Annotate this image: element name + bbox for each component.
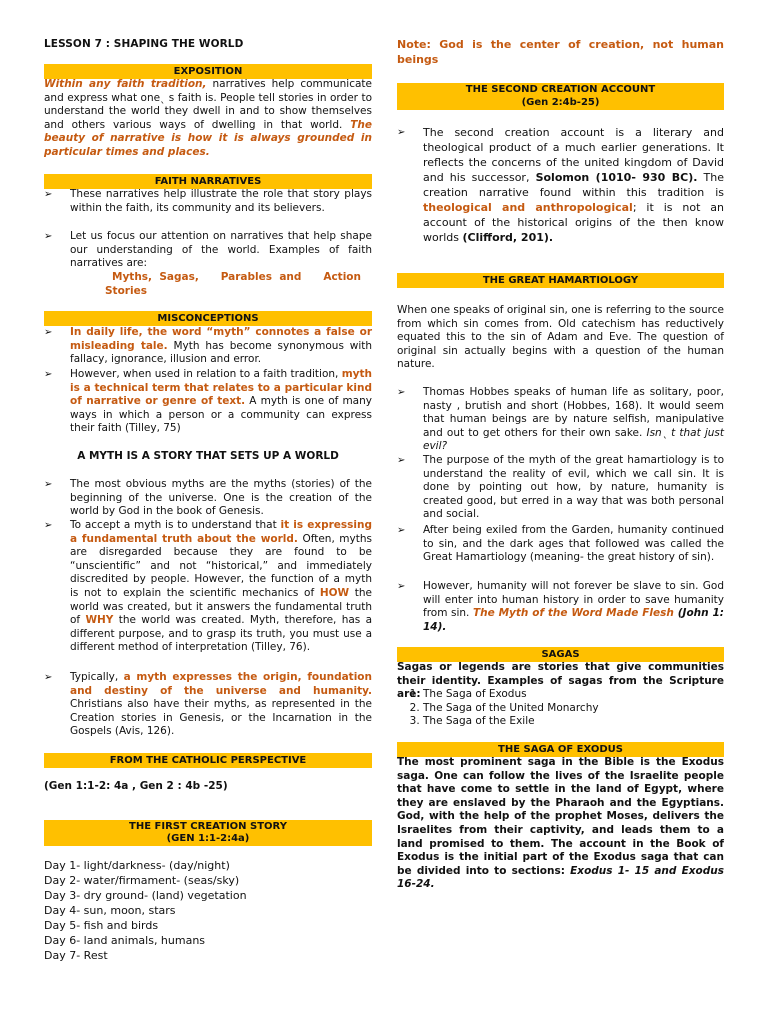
day-2: Day 2- water/firmament- (seas/sky) xyxy=(44,874,240,887)
sagas-intro: Sagas or legends are stories that give communities their identity. Examples of sagas from the Scripture are: xyxy=(397,661,724,701)
faith-narratives-bullet-1: ➢ These narratives help illustrate the role that story plays within the faith, its community and its believers. xyxy=(44,188,372,214)
myth-bullet-1: ➢ The most obvious myths are the myths (stories) of the beginning of the universe. One is the creation of the world by God in the book of Genesis. xyxy=(44,478,372,518)
day-6: Day 6- land animals, humans xyxy=(44,934,206,947)
first-creation-header: THE FIRST CREATION STORY (GEN 1:1-2:4a) xyxy=(44,820,372,846)
misconceptions-bullet-1: ➢ In daily life, the word “myth” connotes a false or misleading tale. Myth has become synonymous with fallacy, ignorance, illusion and error. xyxy=(44,326,373,366)
catholic-header: FROM THE CATHOLIC PERSPECTIVE xyxy=(44,753,372,768)
day-4: Day 4- sun, moon, stars xyxy=(44,904,176,917)
myth-story-heading: A MYTH IS A STORY THAT SETS UP A WORLD xyxy=(77,450,339,462)
myth-bullet-2: ➢ To accept a myth is to understand that it is expressing a fundamental truth about the world. Often, myths are disregarded because they are found to be “unscientific” and not “historical,” and immediately discredited by people. However, the function of a myth is not to explain the scientific mechanics of HOW the world was created, but it answers the fundamental truth of WHY the world was created. Myth, therefore, has a different purpose, and to grasp its truth, you must use a different method of interpretation (Tilley, 76). xyxy=(44,519,372,654)
arrow-bullet-icon: ➢ xyxy=(397,127,406,138)
saga-item: 2. The Saga of the United Monarchy xyxy=(423,702,724,716)
arrow-bullet-icon: ➢ xyxy=(44,231,53,242)
hamartiology-bullet-2: ➢ The purpose of the myth of the great hamartiology is to understand the reality of evil, which we call sin. It is done by pointing out how, by nature, humanity is created good, but erred in a way that was both personal and social. xyxy=(397,454,724,521)
hamartiology-bullet-4: ➢ However, humanity will not forever be slave to sin. God will enter into human history in order to save humanity from sin. The Myth of the Word Made Flesh (John 1: 14). xyxy=(397,580,724,633)
arrow-bullet-icon: ➢ xyxy=(397,455,406,466)
myth-bullet-3: ➢ Typically, a myth expresses the origin, foundation and destiny of the universe and humanity. Christians also have their myths, as represented in the Creation stories in Genesis, or the Incarnation in the Gospels (Avis, 126). xyxy=(44,671,372,738)
catholic-refs: (Gen 1:1-2: 4a , Gen 2 : 4b -25) xyxy=(44,780,228,792)
arrow-bullet-icon: ➢ xyxy=(44,479,53,490)
arrow-bullet-icon: ➢ xyxy=(44,672,53,683)
day-7: Day 7- Rest xyxy=(44,949,108,962)
exposition-header: EXPOSITION xyxy=(44,64,372,79)
faith-narratives-bullet-2: ➢ Let us focus our attention on narratives that help shape our understanding of the world. Examples of faith narratives are: xyxy=(44,230,372,270)
faith-narratives-examples: Myths, Sagas, Parables and Action xyxy=(112,271,361,283)
lesson-title: LESSON 7 : SHAPING THE WORLD xyxy=(44,38,244,50)
hamartiology-bullet-3: ➢ After being exiled from the Garden, humanity continued to sin, and the dark ages that followed was called the Great Hamartiology (meaning- the great history of sin). xyxy=(397,524,724,564)
note-text: Note: God is the center of creation, not human beings xyxy=(397,38,724,66)
arrow-bullet-icon: ➢ xyxy=(397,525,406,536)
saga-item: 1. The Saga of Exodus xyxy=(423,688,724,702)
exposition-text: Within any faith tradition, narratives help communicate and express what oneˎ s faith is. People tell stories in order to understand the world they dwell in and to show themselves and others various ways of dwelling in that world. The beauty of narrative is how it is always grounded in particular times and places. xyxy=(44,78,372,158)
faith-narratives-header: FAITH NARRATIVES xyxy=(44,174,372,189)
hamartiology-header: THE GREAT HAMARTIOLOGY xyxy=(397,273,724,288)
arrow-bullet-icon: ➢ xyxy=(44,369,53,380)
arrow-bullet-icon: ➢ xyxy=(44,189,53,200)
misconceptions-header: MISCONCEPTIONS xyxy=(44,311,372,326)
saga-item: 3. The Saga of the Exile xyxy=(423,715,724,729)
day-1: Day 1- light/darkness- (day/night) xyxy=(44,859,230,872)
day-5: Day 5- fish and birds xyxy=(44,919,159,932)
saga-exodus-header: THE SAGA OF EXODUS xyxy=(397,742,724,757)
arrow-bullet-icon: ➢ xyxy=(44,327,53,338)
misconceptions-bullet-2: ➢ However, when used in relation to a faith tradition, myth is a technical term that relates to a particular kind of narrative or genre of text. A myth is one of many ways in which a person or a community can express their faith (Tilley, 75) xyxy=(44,368,372,435)
hamartiology-intro: When one speaks of original sin, one is referring to the source from which sin comes from. Old catechism has reductively equated this to the sin of Adam and Eve. The question of original sin actually begins with a question of the human nature. xyxy=(397,304,724,371)
arrow-bullet-icon: ➢ xyxy=(44,520,53,531)
arrow-bullet-icon: ➢ xyxy=(397,387,406,398)
sagas-header: SAGAS xyxy=(397,647,724,662)
sagas-list xyxy=(397,688,724,729)
saga-exodus-text: The most prominent saga in the Bible is the Exodus saga. One can follow the lives of the Israelite people that have come to settle in the land of Egypt, where they are enslaved by the Pharaoh and the Egyptians. God, with the help of the prophet Moses, delivers the Israelites from their captivity, and leads them to a land promised to them. The account in the Book of Exodus is the initial part of the Exodus saga that can be divided into to sections: Exodus 1- 15 and Exodus 16-24. xyxy=(397,756,724,891)
day-3: Day 3- dry ground- (land) vegetation xyxy=(44,889,247,902)
hamartiology-bullet-1: ➢ Thomas Hobbes speaks of human life as solitary, poor, nasty , brutish and short (Hobbes, 168). It would seem that human beings are by nature selfish, manipulative and out to get others for their own sake. Isnˎ t that just evil? xyxy=(397,386,724,453)
second-creation-header: THE SECOND CREATION ACCOUNT (Gen 2:4b-25) xyxy=(397,83,724,110)
faith-narratives-examples-2: Stories xyxy=(105,285,147,297)
arrow-bullet-icon: ➢ xyxy=(397,581,406,592)
second-creation-bullet: ➢ The second creation account is a literary and theological product of a much earlier generations. It reflects the concerns of the united kingdom of David and his successor, Solomon (1010- 930 BC). The creation narrative found within this tradition is theological and anthropological; it is not an account of the historical origins of the then know worlds (Clifford, 201). xyxy=(397,126,724,244)
